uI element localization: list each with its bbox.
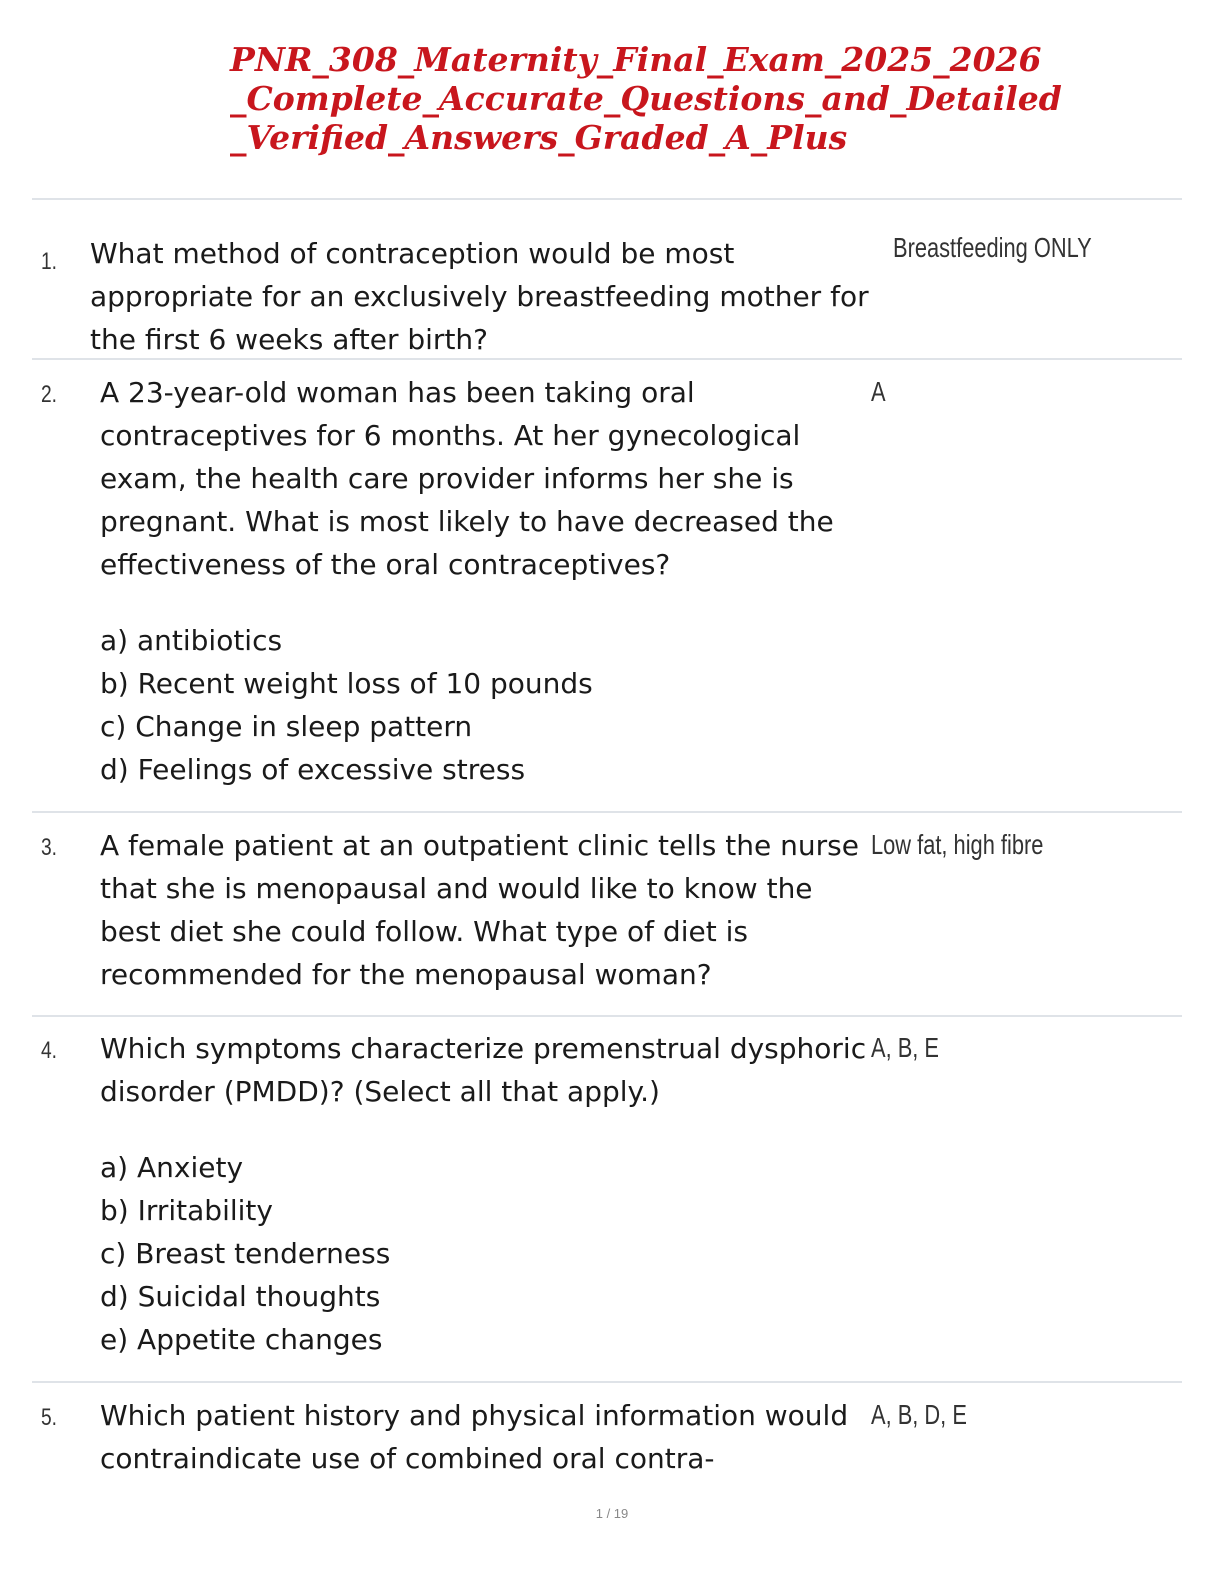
title-line-3: _Verified_Answers_Graded_A_Plus	[230, 118, 848, 157]
divider	[32, 1015, 1182, 1017]
answer-text: A	[871, 376, 886, 407]
option-c: c) Breast tenderness	[100, 1237, 391, 1270]
option-b: b) Recent weight loss of 10 pounds	[100, 667, 593, 700]
option-d: d) Suicidal thoughts	[100, 1280, 381, 1313]
question-number: 1.	[41, 248, 58, 275]
title-line-2: _Complete_Accurate_Questions_and_Detailed	[230, 79, 1062, 118]
question-text: Which patient history and physical information would contraindicate use of combined oral contra-	[100, 1399, 849, 1475]
page-number: 1 / 19	[595, 1506, 629, 1521]
question-text: A female patient at an outpatient clinic tells the nurse that she is menopausal and would like to know the best diet she could follow. What type of diet is recommended for the menopausal woman?	[100, 829, 859, 991]
options-list	[100, 619, 870, 791]
question-number: 4.	[41, 1037, 58, 1064]
answer-text: Breastfeeding ONLY	[893, 232, 1092, 263]
divider	[32, 1381, 1182, 1383]
question-text: What method of contraception would be most appropriate for an exclusively breastfeeding mother for the first 6 weeks after birth?	[90, 237, 869, 356]
document-title	[230, 40, 1190, 157]
option-a: a) Anxiety	[100, 1151, 244, 1184]
answer-text: Low fat, high fibre	[871, 829, 1044, 860]
divider	[32, 358, 1182, 360]
question-text: Which symptoms characterize premenstrual dysphoric disorder (PMDD)? (Select all that apply.) a) Anxiety b) Irritability c) Breast tenderness d) Suicidal thoughts e) Appetite changes	[100, 1027, 870, 1361]
options-list	[100, 1146, 870, 1361]
question-number: 2.	[41, 381, 58, 408]
option-c: c) Change in sleep pattern	[100, 710, 473, 743]
divider	[32, 198, 1182, 200]
option-e: e) Appetite changes	[100, 1323, 383, 1356]
question-text: A 23-year-old woman has been taking oral contraceptives for 6 months. At her gynecological exam, the health care provider informs her she is pregnant. What is most likely to have decreased the effectiveness of the oral contraceptives? a) antibiotics b) Recent weight loss of 10 pounds c) Change in sleep pattern d) Feelings of excessive stress	[100, 371, 870, 791]
title-line-1: PNR_308_Maternity_Final_Exam_2025_2026	[230, 40, 1042, 79]
option-a: a) antibiotics	[100, 624, 283, 657]
option-d: d) Feelings of excessive stress	[100, 753, 526, 786]
question-number: 5.	[41, 1404, 58, 1431]
option-b: b) Irritability	[100, 1194, 273, 1227]
answer-text: A, B, D, E	[871, 1399, 967, 1430]
divider	[32, 811, 1182, 813]
answer-text: A, B, E	[871, 1032, 939, 1063]
question-number: 3.	[41, 834, 58, 861]
